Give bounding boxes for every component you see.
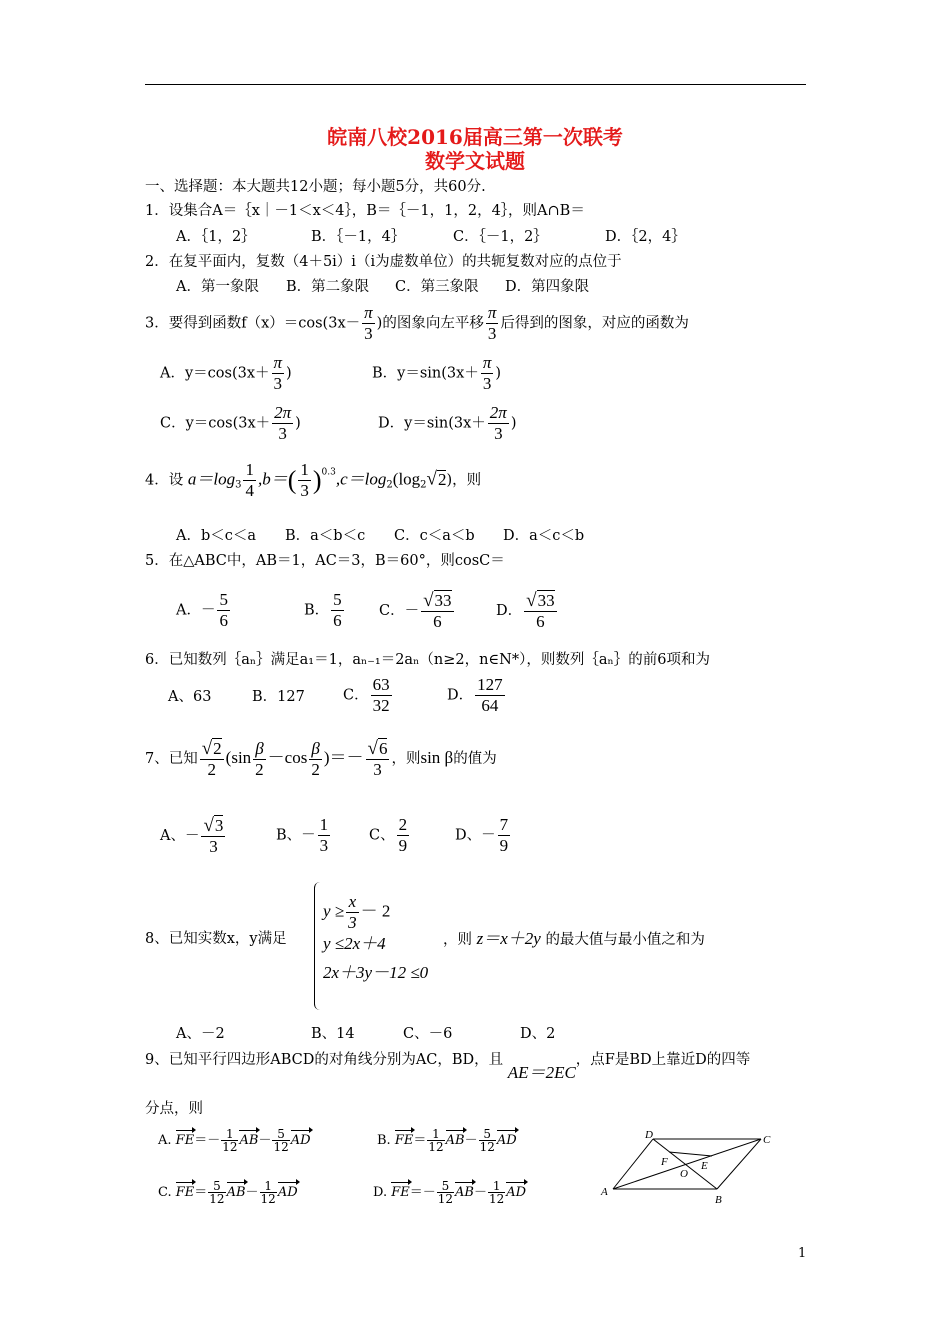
system-brace bbox=[314, 882, 323, 1010]
numerator: π bbox=[482, 353, 492, 372]
objective: z＝x＋2y bbox=[476, 929, 541, 948]
numerator: x bbox=[346, 892, 359, 913]
label-d: D bbox=[645, 1129, 653, 1141]
q8-tail: 的最大值与最小值之和为 bbox=[545, 932, 705, 948]
q8-option-b: B、14 bbox=[311, 1026, 355, 1042]
q5-stem: 5．在△ABC中，AB＝1，AC＝3，B＝60°，则cosC＝ bbox=[145, 553, 505, 569]
q2-option-c: C．第三象限 bbox=[395, 279, 479, 295]
q8-stem: 8、已知实数x，y满足 bbox=[145, 931, 287, 947]
fraction bbox=[221, 1128, 238, 1153]
q6-option-b: B．127 bbox=[252, 689, 305, 705]
fraction bbox=[488, 403, 509, 444]
q4-stem bbox=[145, 460, 481, 501]
option-label: D．y＝sin(3x＋ bbox=[378, 415, 486, 432]
fraction bbox=[201, 815, 225, 857]
denominator: 3 bbox=[373, 760, 382, 779]
denominator: 32 bbox=[372, 696, 390, 715]
q4-inner: (log bbox=[392, 469, 421, 489]
denominator: 12 bbox=[260, 1192, 276, 1206]
sqrt-icon: √ bbox=[526, 590, 537, 611]
fraction bbox=[362, 303, 375, 344]
q4-tail: )，则 bbox=[446, 472, 482, 489]
q6-option-a: A、63 bbox=[168, 689, 212, 705]
fraction bbox=[366, 738, 390, 780]
fraction bbox=[298, 460, 311, 501]
option-label: C. bbox=[158, 1185, 172, 1200]
denominator: 12 bbox=[428, 1140, 444, 1154]
q4-option-a: A．b＜c＜a bbox=[176, 528, 257, 544]
exam-subtitle: 数学文试题 bbox=[425, 149, 525, 173]
q1-option-d: D．｛2，4｝ bbox=[605, 229, 686, 245]
radicand: 2 bbox=[437, 469, 447, 489]
option-label: C、 bbox=[369, 827, 395, 844]
fraction bbox=[498, 815, 511, 856]
fraction bbox=[272, 1128, 289, 1153]
q4-option-d: D．a＜c＜b bbox=[503, 528, 585, 544]
constraint-1 bbox=[323, 892, 390, 933]
q2-option-d: D．第四象限 bbox=[505, 279, 590, 295]
denominator: 12 bbox=[437, 1192, 454, 1206]
paren: ) bbox=[510, 415, 517, 432]
fraction bbox=[318, 815, 331, 856]
option-label: B. bbox=[377, 1133, 391, 1148]
numerator: 1 bbox=[427, 1128, 444, 1141]
vector-ad: AD bbox=[290, 1133, 311, 1148]
denominator: 2 bbox=[311, 759, 320, 779]
q4-a-expr: a＝log bbox=[187, 469, 236, 489]
section-heading: 一、选择题：本大题共12小题；每小题5分，共60分. bbox=[145, 179, 486, 195]
vector-ad: AD bbox=[277, 1185, 298, 1200]
page-number: 1 bbox=[798, 1246, 807, 1261]
parallelogram-diagram bbox=[595, 1125, 785, 1210]
numerator: 2π bbox=[489, 403, 507, 422]
fraction bbox=[475, 675, 505, 716]
paren: ) bbox=[286, 365, 292, 382]
q4-option-b: B．a＜b＜c bbox=[285, 528, 366, 544]
numerator: π bbox=[364, 303, 373, 322]
denominator: 3 bbox=[364, 324, 373, 343]
q8-question bbox=[443, 930, 705, 949]
numerator: 1 bbox=[260, 1180, 277, 1193]
vector-ab: AB bbox=[445, 1133, 465, 1148]
constraint-text: － 2 bbox=[360, 901, 391, 921]
label-a: A bbox=[601, 1186, 608, 1198]
denominator: 12 bbox=[479, 1140, 495, 1154]
option-label: D． bbox=[496, 603, 523, 619]
fraction bbox=[421, 590, 453, 632]
numerator: 2 bbox=[398, 815, 408, 834]
q2-stem: 2．在复平面内，复数（4＋5i）i（i为虚数单位）的共轭复数对应的点位于 bbox=[145, 254, 622, 270]
denominator: 6 bbox=[219, 611, 228, 630]
fraction bbox=[346, 892, 359, 933]
vector-fe: FE bbox=[394, 1133, 414, 1148]
radicand: 33 bbox=[434, 591, 452, 610]
q9-stem bbox=[145, 1050, 751, 1082]
fraction bbox=[272, 403, 293, 444]
denominator: 3 bbox=[273, 374, 283, 393]
option-label: D． bbox=[447, 687, 474, 704]
denominator: 3 bbox=[482, 374, 492, 393]
paren: ) bbox=[295, 415, 301, 432]
option-label: A、－ bbox=[160, 828, 200, 844]
numerator: 1 bbox=[319, 815, 329, 834]
numerator: 5 bbox=[437, 1180, 454, 1193]
q2-option-b: B．第二象限 bbox=[286, 279, 370, 295]
option-label: B．y＝sin(3x＋ bbox=[372, 365, 479, 382]
denominator: 64 bbox=[481, 696, 499, 715]
label-e: E bbox=[701, 1160, 708, 1172]
q6-option-c bbox=[343, 675, 394, 716]
sqrt-icon: √ bbox=[423, 590, 434, 611]
q3-option-d bbox=[378, 403, 517, 444]
q6-option-d bbox=[447, 675, 507, 716]
label-b: B bbox=[715, 1194, 722, 1206]
denominator: 3 bbox=[300, 481, 309, 500]
fraction bbox=[479, 1128, 496, 1153]
q7-option-c bbox=[369, 815, 411, 856]
fraction bbox=[208, 1180, 225, 1205]
denominator: 6 bbox=[433, 612, 442, 631]
denominator: 3 bbox=[319, 836, 329, 855]
q9-tail: ，点F是BD上靠近D的四等 bbox=[575, 1052, 751, 1068]
q3-stem-part: 后得到的图象，对应的函数为 bbox=[500, 315, 689, 332]
fraction bbox=[331, 590, 344, 631]
fraction bbox=[437, 1180, 454, 1205]
fraction bbox=[486, 303, 499, 344]
q9-option-d: D. FE＝－ $\frac{5}{12}$ AB－ $\frac{1}{12}$ AD bbox=[373, 1179, 527, 1206]
numerator: 1 bbox=[300, 460, 309, 479]
segment-fe bbox=[669, 1152, 712, 1156]
q1-option-b: B．｛－1，4｝ bbox=[311, 229, 406, 245]
sqrt-icon: √ bbox=[426, 468, 437, 490]
q8-option-d: D、2 bbox=[520, 1026, 556, 1042]
numerator: β bbox=[309, 739, 322, 760]
fraction bbox=[427, 1128, 444, 1153]
denominator: 12 bbox=[222, 1140, 238, 1154]
paren: ( bbox=[287, 465, 297, 495]
option-label: D. bbox=[373, 1185, 388, 1200]
radicand: 33 bbox=[537, 591, 555, 610]
option-label: A．－ bbox=[176, 602, 216, 619]
vector-ab: AB bbox=[239, 1133, 259, 1148]
q7-tail: ，则 bbox=[391, 751, 421, 767]
constraint-text: y ≥ bbox=[323, 901, 345, 921]
sin-term: (sin bbox=[225, 748, 252, 767]
log-base: 3 bbox=[235, 479, 242, 491]
denominator: 4 bbox=[245, 481, 254, 500]
option-label: B、－ bbox=[276, 827, 316, 844]
cos-term: －cos bbox=[267, 748, 308, 767]
fraction bbox=[253, 739, 266, 780]
sqrt-icon: √ bbox=[367, 738, 378, 759]
q9-option-b: B. FE＝ $\frac{1}{12}$ AB－ $\frac{5}{12}$ AD bbox=[377, 1127, 517, 1154]
denominator: 2 bbox=[255, 759, 264, 779]
header-rule bbox=[145, 84, 806, 85]
denominator: 3 bbox=[487, 324, 497, 343]
q7-option-d bbox=[455, 815, 512, 856]
denominator: 3 bbox=[209, 837, 218, 856]
edge-ad bbox=[613, 1139, 653, 1189]
denominator: 3 bbox=[278, 424, 287, 443]
q3-option-b bbox=[372, 353, 501, 394]
q9-option-c: C. FE＝ $\frac{5}{12}$ AB－ $\frac{1}{12}$ AD bbox=[158, 1179, 298, 1206]
numerator: 1 bbox=[488, 1180, 505, 1193]
q3-option-c bbox=[160, 403, 301, 444]
vector-ab: AB bbox=[455, 1185, 474, 1200]
q5-option-c bbox=[379, 590, 456, 632]
denominator: 12 bbox=[273, 1140, 289, 1154]
vector-ad: AD bbox=[506, 1185, 527, 1200]
numerator: 127 bbox=[477, 675, 503, 694]
vector-fe: FE bbox=[175, 1133, 195, 1148]
q8-option-a: A、－2 bbox=[176, 1026, 225, 1042]
q7-option-a bbox=[160, 815, 227, 857]
vector-ab: AB bbox=[226, 1185, 246, 1200]
fraction bbox=[200, 738, 224, 780]
numerator: 1 bbox=[245, 460, 254, 479]
option-label: B． bbox=[304, 602, 330, 619]
q4-c-expr: ,c＝log bbox=[335, 469, 387, 489]
option-label: A. bbox=[158, 1133, 172, 1148]
fraction bbox=[481, 353, 494, 394]
q6-stem: 6．已知数列｛aₙ｝满足a₁＝1，aₙ₋₁＝2aₙ（n≥2，n∈N*），则数列｛aₙ｝的前6项和为 bbox=[145, 652, 710, 668]
q2-option-a: A．第一象限 bbox=[176, 279, 259, 295]
option-label: D、－ bbox=[455, 827, 496, 844]
numerator: 5 bbox=[219, 590, 228, 609]
numerator: 1 bbox=[221, 1128, 238, 1141]
fraction bbox=[272, 353, 285, 394]
sqrt-icon: √ bbox=[203, 815, 214, 836]
numerator: 7 bbox=[499, 815, 509, 834]
numerator: 5 bbox=[272, 1128, 289, 1141]
q7-stem-label: 7、已知 bbox=[145, 751, 198, 767]
option-label: A．y＝cos(3x＋ bbox=[160, 365, 270, 382]
q9-stem-line2: 分点，则 bbox=[145, 1101, 203, 1117]
vector-ad: AD bbox=[496, 1133, 517, 1148]
q4-b-expr: ,b＝ bbox=[257, 469, 288, 489]
q5-option-d bbox=[496, 590, 559, 632]
q3-option-a bbox=[160, 353, 292, 394]
paren: ) bbox=[495, 365, 502, 382]
q1-option-c: C．｛－1，2｝ bbox=[453, 229, 548, 245]
q5-option-b bbox=[304, 590, 346, 631]
option-label: C．－ bbox=[379, 603, 420, 619]
sqrt-icon: √ bbox=[201, 738, 213, 759]
numerator: π bbox=[487, 303, 497, 322]
numerator: 5 bbox=[479, 1128, 496, 1141]
ae-relation: AE＝2EC bbox=[507, 1063, 576, 1082]
radicand: 2 bbox=[213, 739, 222, 758]
q9-stem-text: 9、已知平行四边形ABCD的对角线分别为AC，BD，且 bbox=[145, 1052, 504, 1068]
q9-option-a: A. FE＝－ $\frac{1}{12}$ AB－ $\frac{5}{12}$ AD bbox=[158, 1127, 311, 1154]
denominator: 3 bbox=[494, 424, 503, 443]
q7-tail: 的值为 bbox=[453, 751, 497, 767]
label-o: O bbox=[680, 1168, 688, 1180]
q3-stem-part: )的图象向左平移 bbox=[376, 315, 484, 332]
numerator: β bbox=[253, 739, 266, 760]
fraction bbox=[217, 590, 230, 631]
q8-option-c: C、－6 bbox=[403, 1026, 453, 1042]
fraction bbox=[397, 815, 410, 856]
numerator: 63 bbox=[372, 675, 390, 694]
equals: )＝－ bbox=[323, 748, 364, 767]
option-label: C． bbox=[343, 687, 369, 704]
numerator: 5 bbox=[333, 590, 342, 609]
q4-stem-label: 4．设 bbox=[145, 472, 184, 489]
denominator: 12 bbox=[489, 1192, 505, 1206]
label-f: F bbox=[661, 1156, 668, 1168]
denominator: 6 bbox=[536, 612, 545, 631]
sin-beta: sin β bbox=[420, 748, 454, 767]
denominator: 3 bbox=[348, 913, 357, 932]
exponent: 0.3 bbox=[321, 467, 336, 478]
numerator: 2π bbox=[274, 403, 292, 422]
radicand: 3 bbox=[214, 816, 224, 835]
fraction bbox=[243, 460, 256, 501]
q3-stem-part: 3．要得到函数f（x）＝cos(3x－ bbox=[145, 315, 361, 332]
q8-then: ，则 bbox=[443, 932, 472, 948]
constraint-3: 2x＋3y－12 ≤0 bbox=[323, 963, 429, 982]
fraction bbox=[488, 1180, 505, 1205]
numerator: 5 bbox=[208, 1180, 225, 1193]
denominator: 12 bbox=[209, 1192, 225, 1206]
fraction bbox=[260, 1180, 277, 1205]
q1-stem: 1．设集合A＝｛x｜－1＜x＜4｝，B＝｛－1，1，2，4｝，则A∩B＝ bbox=[145, 203, 585, 219]
denominator: 6 bbox=[333, 611, 342, 630]
denominator: 9 bbox=[499, 836, 509, 855]
numerator: π bbox=[273, 353, 283, 372]
q1-option-a: A．｛1，2｝ bbox=[176, 229, 256, 245]
denominator: 9 bbox=[398, 836, 408, 855]
paren: ) bbox=[312, 465, 322, 495]
log-base: 2 bbox=[386, 479, 393, 491]
exam-title: 皖南八校2016届高三第一次联考 bbox=[327, 125, 623, 149]
q3-stem bbox=[145, 303, 689, 344]
label-c: C bbox=[763, 1134, 771, 1146]
fraction bbox=[309, 739, 322, 780]
constraint-2: y ≤2x＋4 bbox=[323, 934, 386, 953]
q4-option-c: C．c＜a＜b bbox=[394, 528, 475, 544]
denominator: 2 bbox=[207, 760, 216, 779]
fraction bbox=[371, 675, 392, 716]
radicand: 6 bbox=[378, 739, 388, 758]
vector-fe: FE bbox=[175, 1185, 195, 1200]
q7-stem bbox=[145, 738, 497, 780]
q5-option-a bbox=[176, 590, 232, 631]
option-label: C．y＝cos(3x＋ bbox=[160, 415, 271, 432]
q7-option-b bbox=[276, 815, 332, 856]
fraction bbox=[524, 590, 556, 632]
log-base: 2 bbox=[420, 479, 427, 491]
vector-fe: FE bbox=[391, 1185, 410, 1200]
